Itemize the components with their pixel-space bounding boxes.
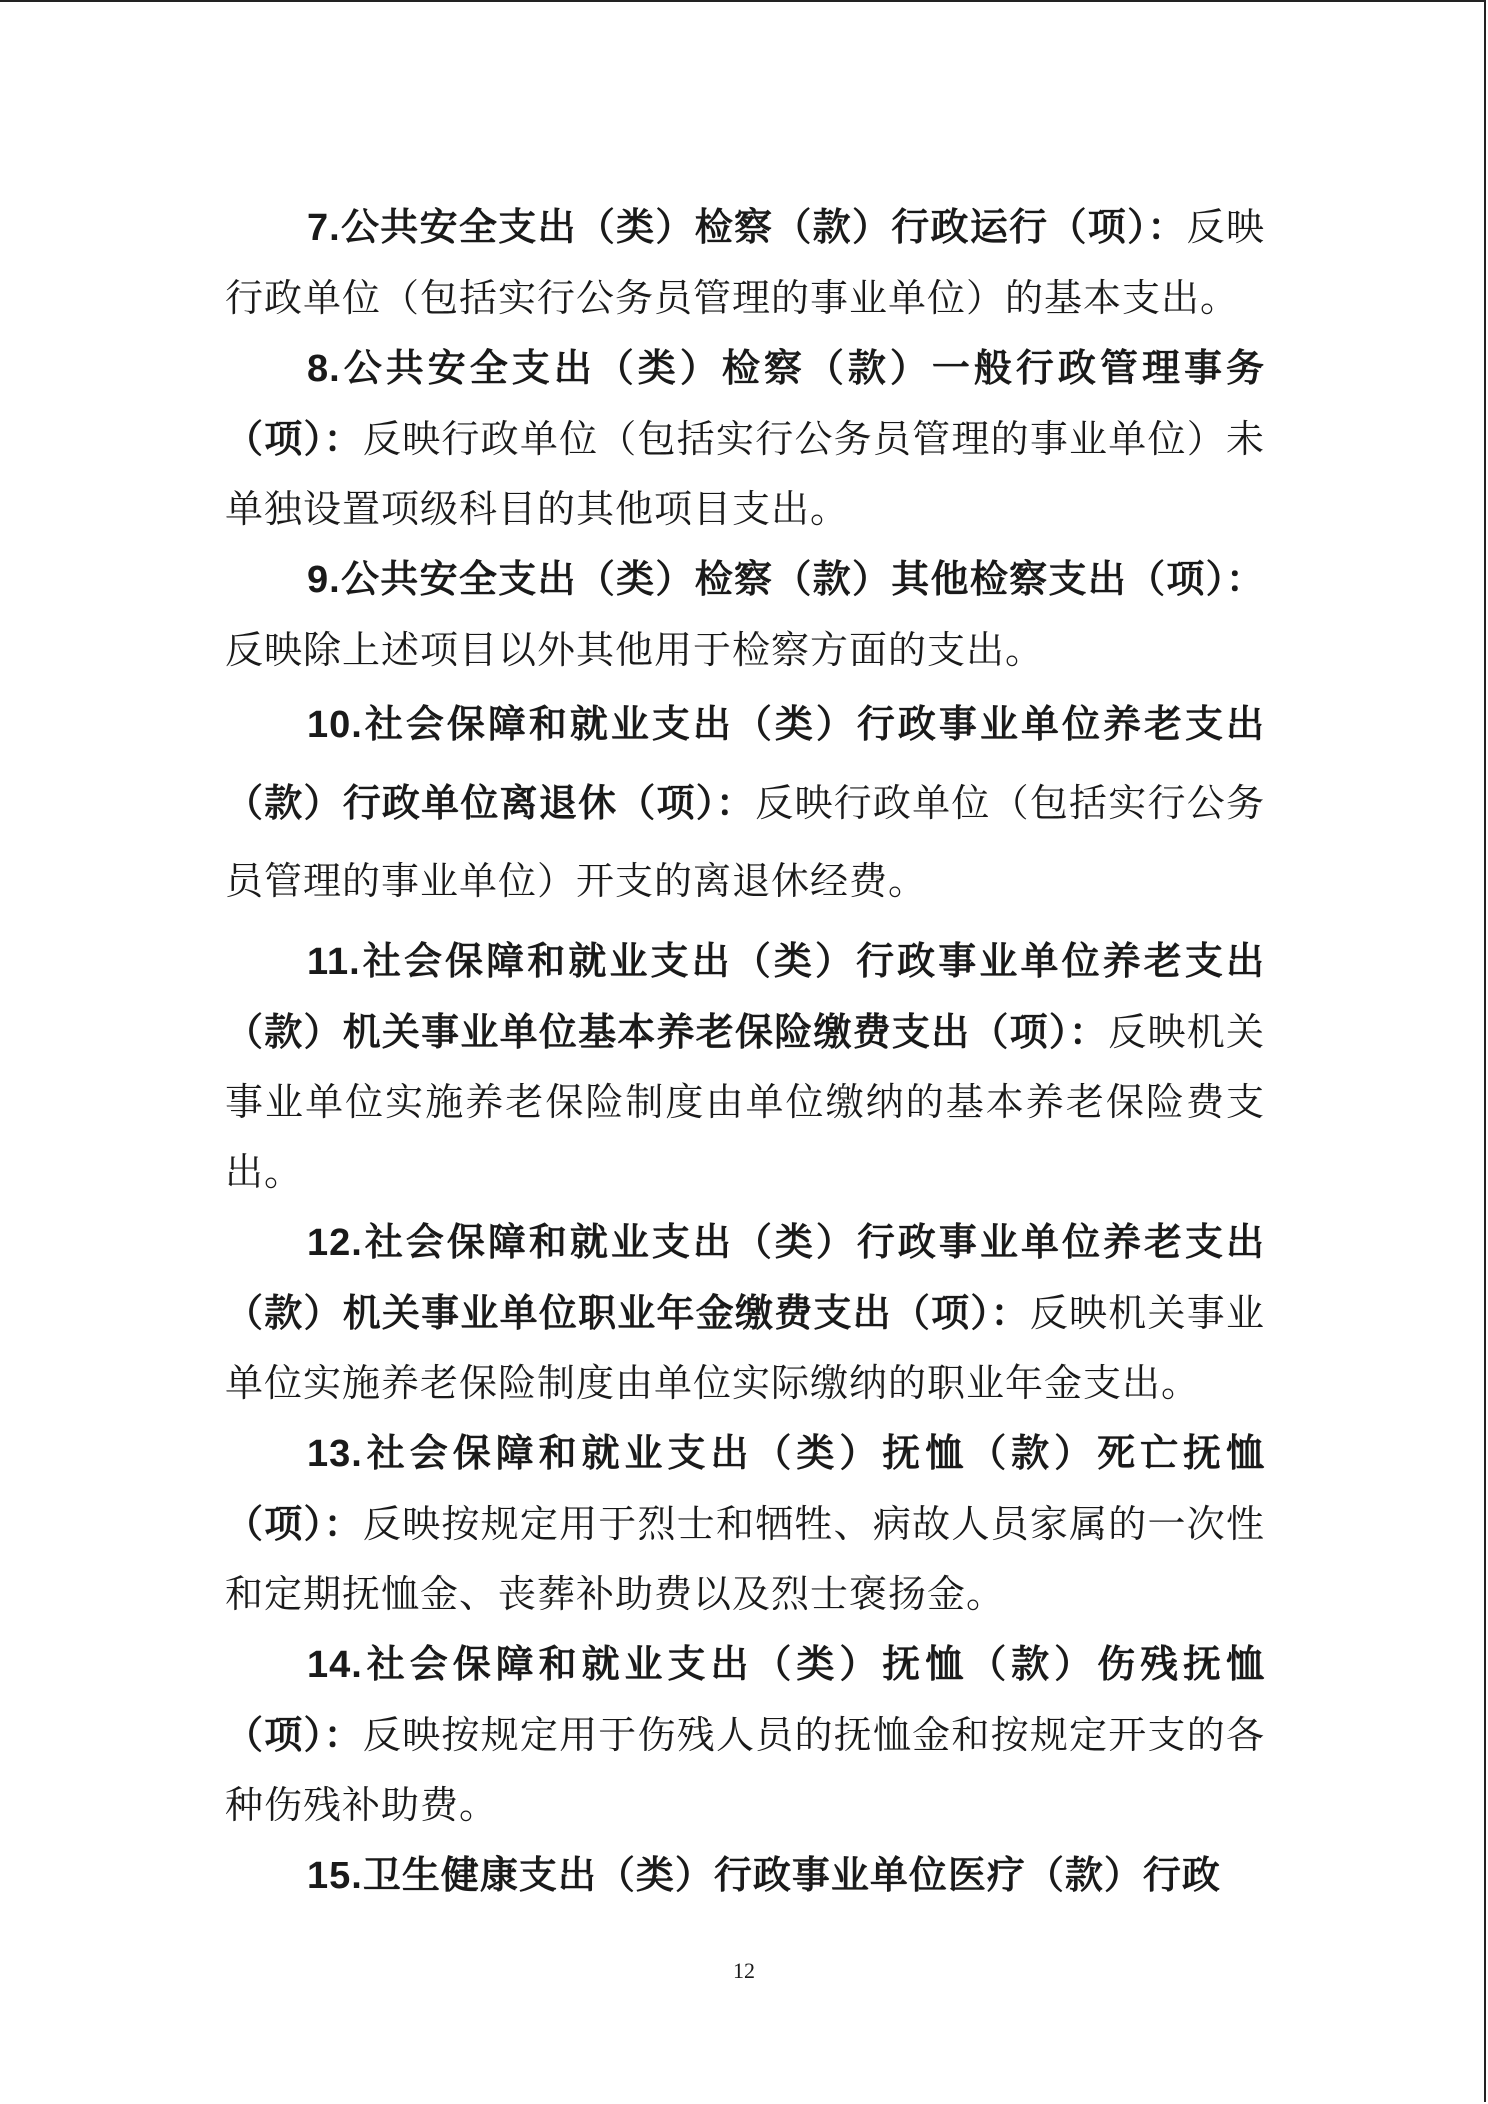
- paragraph-item-15: 15.卫生健康支出（类）行政事业单位医疗（款）行政: [307, 1853, 1221, 1897]
- document-body: [225, 192, 1265, 1911]
- paragraph-item-7: 7.公共安全支出（类）检察（款）行政运行（项）：反映行政单位（包括实行公务员管理的事业单位）的基本支出。: [225, 205, 1265, 320]
- page-number: 12: [733, 1958, 755, 1983]
- paragraph-item-8: 8.公共安全支出（类）检察（款）一般行政管理事务（项）：反映行政单位（包括实行公务员管理的事业单位）未单独设置项级科目的其他项目支出。: [225, 346, 1265, 531]
- paragraph-item-11: 11.社会保障和就业支出（类）行政事业单位养老支出（款）机关事业单位基本养老保险缴费支出（项）：反映机关事业单位实施养老保险制度由单位缴纳的基本养老保险费支出。: [225, 939, 1265, 1194]
- paragraph-item-10: 10.社会保障和就业支出（类）行政事业单位养老支出（款）行政单位离退休（项）：反映行政单位（包括实行公务员管理的事业单位）开支的离退休经费。: [225, 702, 1265, 903]
- paragraph-item-9: 9.公共安全支出（类）检察（款）其他检察支出（项）：反映除上述项目以外其他用于检察方面的支出。: [225, 557, 1265, 672]
- paragraph-item-13: 13.社会保障和就业支出（类）抚恤（款）死亡抚恤（项）：反映按规定用于烈士和牺牲、病故人员家属的一次性和定期抚恤金、丧葬补助费以及烈士褒扬金。: [225, 1431, 1265, 1616]
- paragraph-item-14: 14.社会保障和就业支出（类）抚恤（款）伤残抚恤（项）：反映按规定用于伤残人员的抚恤金和按规定开支的各种伤残补助费。: [225, 1642, 1265, 1827]
- paragraph-item-12: 12.社会保障和就业支出（类）行政事业单位养老支出（款）机关事业单位职业年金缴费支出（项）：反映机关事业单位实施养老保险制度由单位实际缴纳的职业年金支出。: [225, 1220, 1265, 1405]
